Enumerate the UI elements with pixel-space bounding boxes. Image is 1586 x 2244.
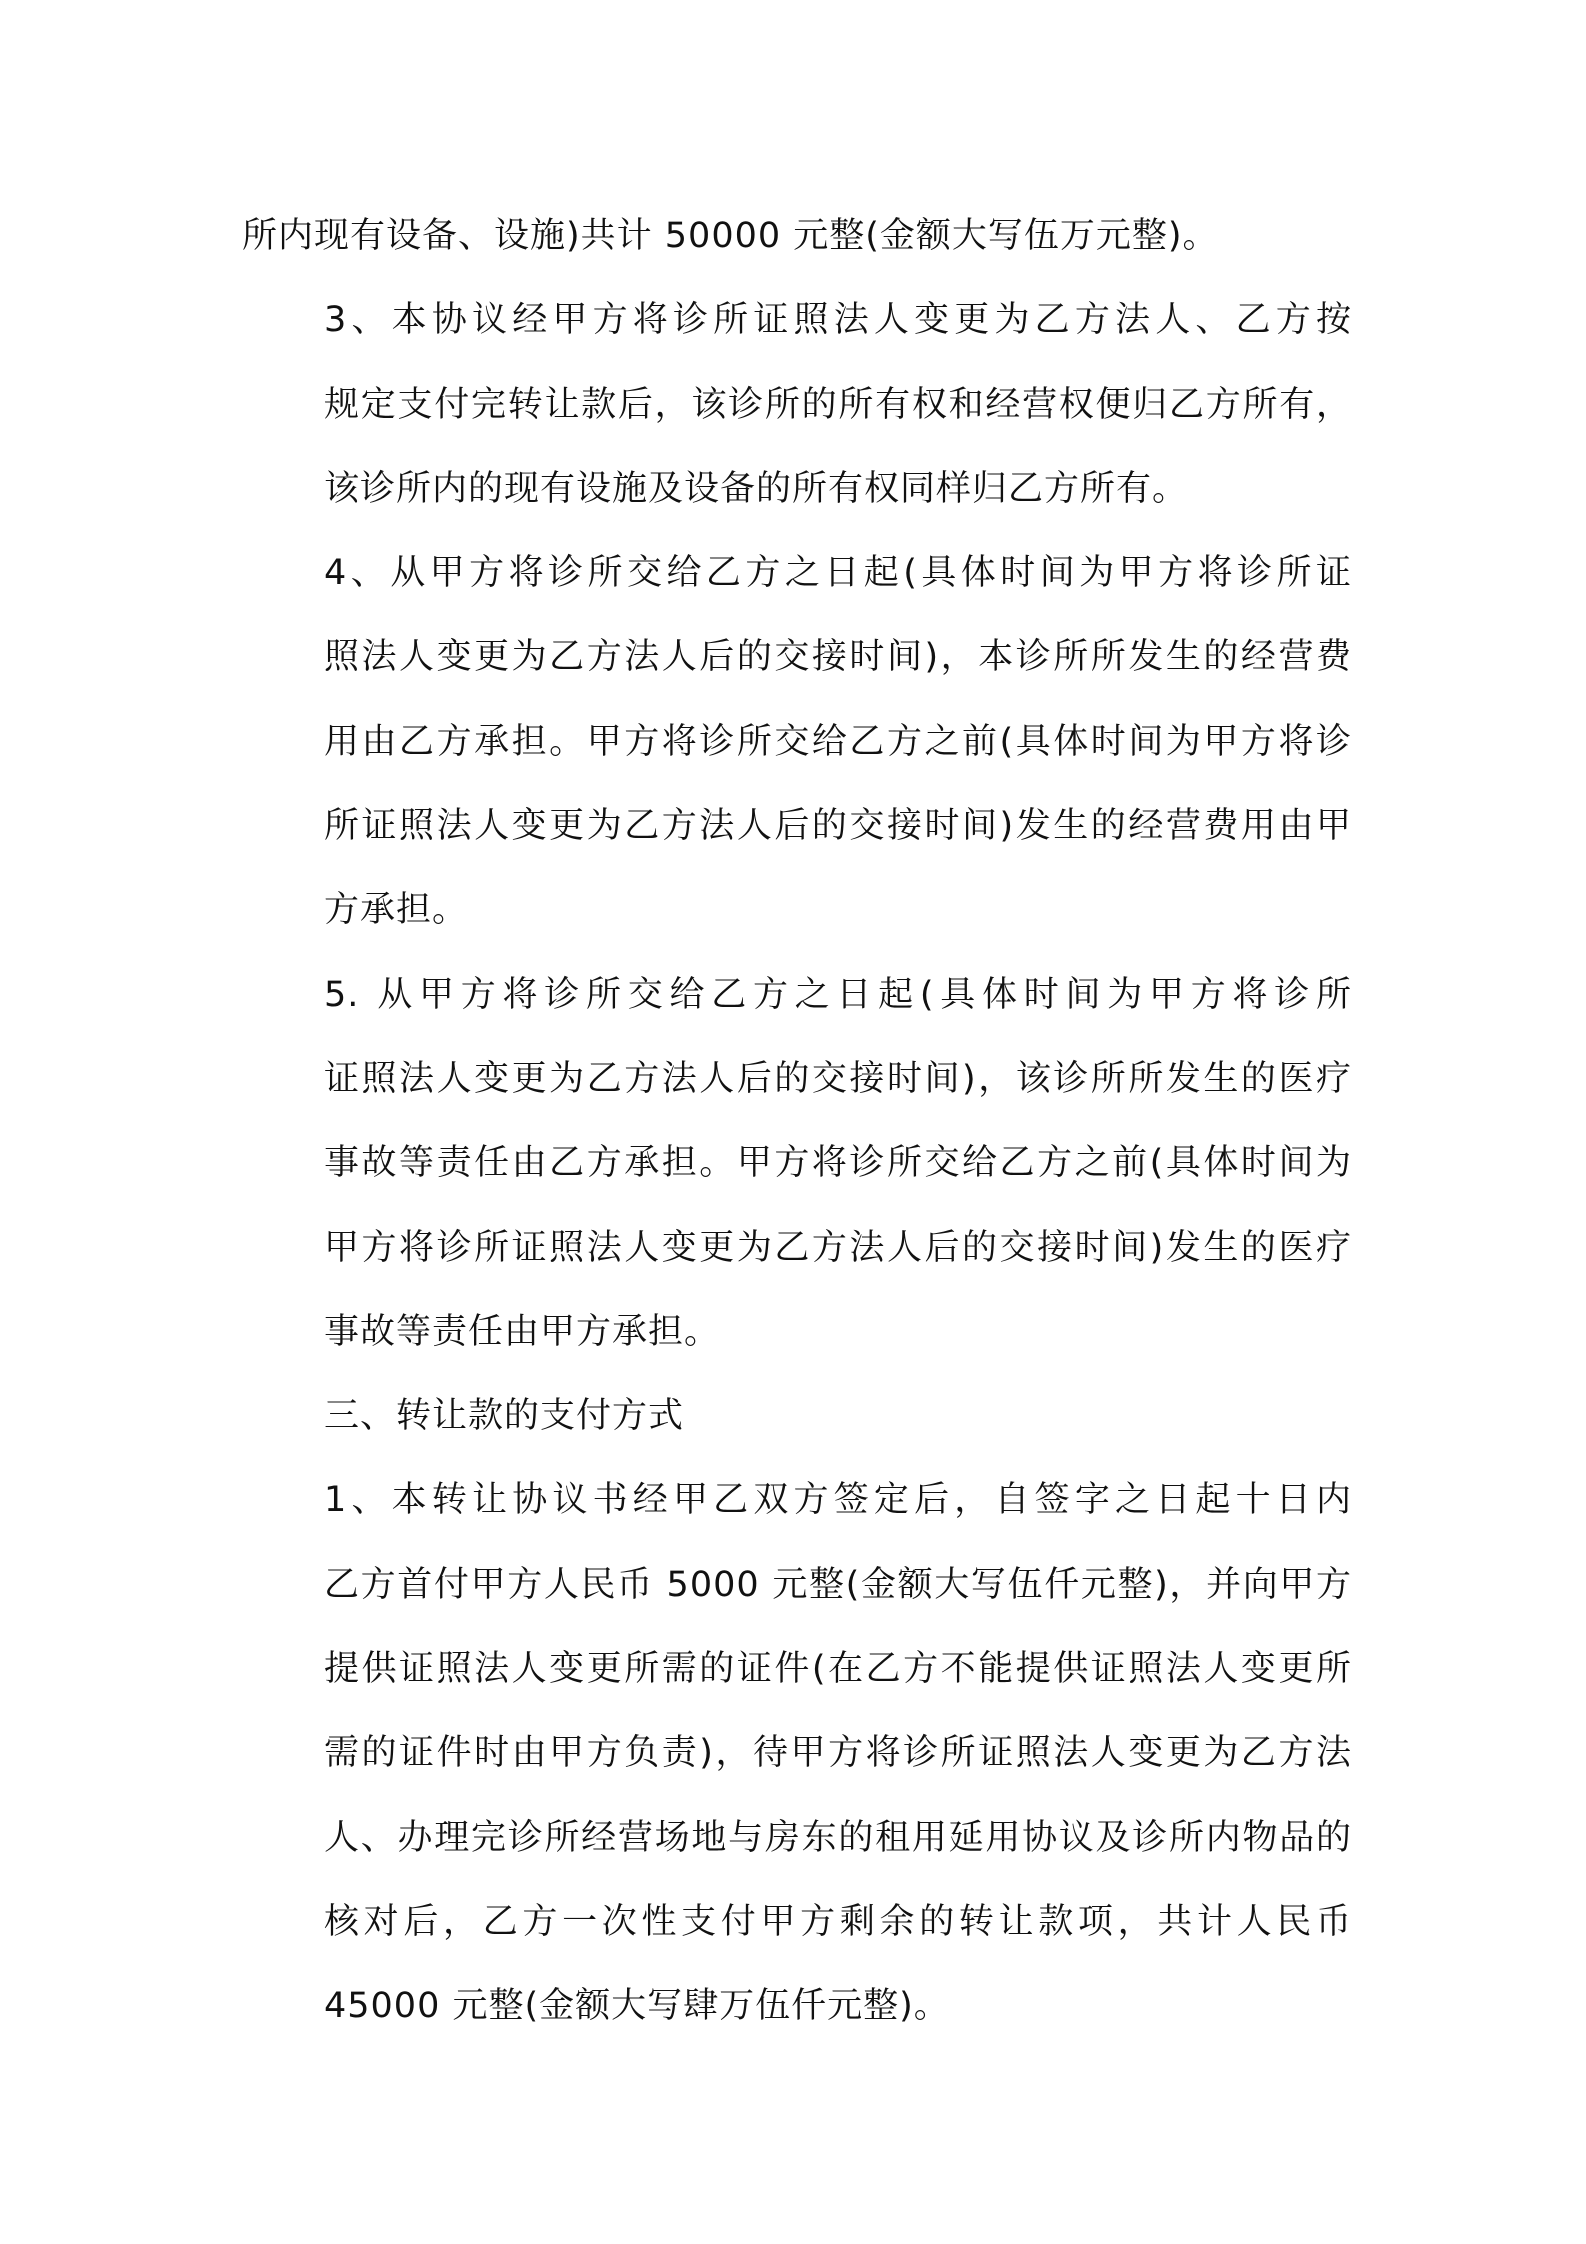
- text-line: 需的证件时由甲方负责)，待甲方将诊所证照法人变更为乙方法: [324, 1733, 1352, 1774]
- text-line: 事故等责任由甲方承担。: [324, 1311, 721, 1352]
- paragraph-payment-clause-1: [242, 1458, 1352, 2048]
- section-heading-payment-method: [242, 1374, 1352, 1458]
- text-line: 所证照法人变更为乙方法人后的交接时间)发生的经营费用由甲: [324, 806, 1352, 847]
- section-heading: 三、转让款的支付方式: [324, 1396, 685, 1437]
- text-line: 所内现有设备、设施)共计 50000 元整(金额大写伍万元整)。: [242, 216, 1219, 256]
- paragraph-clause-3: [242, 278, 1352, 531]
- text-line: 乙方首付甲方人民币 5000 元整(金额大写伍仟元整)，并向甲方: [324, 1564, 1352, 1605]
- text-line: 用由乙方承担。甲方将诊所交给乙方之前(具体时间为甲方将诊: [324, 721, 1352, 762]
- text-line: 证照法人变更为乙方法人后的交接时间)，该诊所所发生的医疗: [324, 1058, 1352, 1099]
- text-line: 1、本转让协议书经甲乙双方签定后，自签字之日起十日内: [324, 1480, 1352, 1521]
- text-line: 核对后，乙方一次性支付甲方剩余的转让款项，共计人民币: [324, 1901, 1352, 1942]
- text-line: 方承担。: [324, 890, 469, 931]
- text-line: 提供证照法人变更所需的证件(在乙方不能提供证照法人变更所: [324, 1649, 1352, 1690]
- text-line: 事故等责任由乙方承担。甲方将诊所交给乙方之前(具体时间为: [324, 1143, 1352, 1184]
- text-line: 45000 元整(金额大写肆万伍仟元整)。: [324, 1986, 950, 2027]
- text-line: 5. 从甲方将诊所交给乙方之日起(具体时间为甲方将诊所: [324, 974, 1352, 1015]
- text-line: 照法人变更为乙方法人后的交接时间)，本诊所所发生的经营费: [324, 637, 1352, 678]
- text-line: 该诊所内的现有设施及设备的所有权同样归乙方所有。: [324, 468, 1189, 509]
- text-line: 3、本协议经甲方将诊所证照法人变更为乙方法人、乙方按: [324, 300, 1352, 341]
- text-line: 规定支付完转让款后，该诊所的所有权和经营权便归乙方所有，: [324, 384, 1352, 425]
- text-line: 人、办理完诊所经营场地与房东的租用延用协议及诊所内物品的: [324, 1817, 1352, 1858]
- paragraph-clause-5: [242, 953, 1352, 1374]
- paragraph-equipment-total: [242, 194, 1352, 278]
- document-body: [242, 194, 1352, 2049]
- text-line: 4、从甲方将诊所交给乙方之日起(具体时间为甲方将诊所证: [324, 553, 1352, 594]
- text-line: 甲方将诊所证照法人变更为乙方法人后的交接时间)发生的医疗: [324, 1227, 1352, 1268]
- paragraph-clause-4: [242, 531, 1352, 952]
